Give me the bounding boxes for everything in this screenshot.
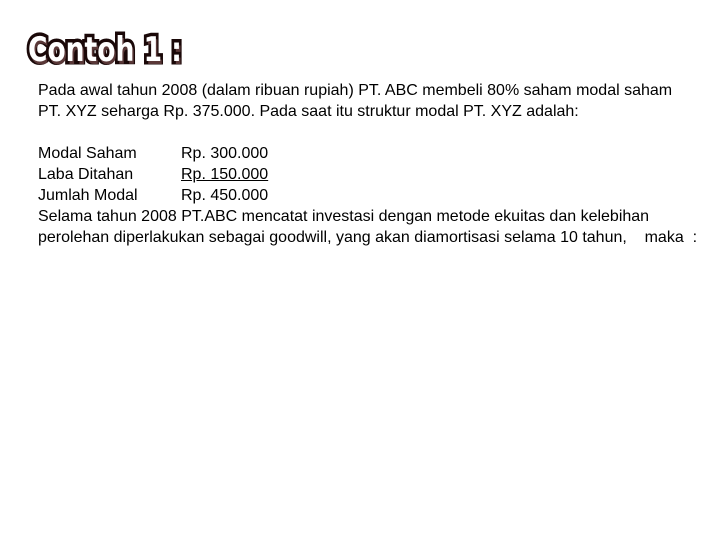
capital-label: Jumlah Modal: [38, 187, 138, 204]
capital-label: Modal Saham: [38, 145, 137, 162]
slide-title: Contoh 1 :: [28, 30, 182, 70]
capital-value: Rp. 300.000: [181, 145, 269, 162]
capital-label: Laba Ditahan: [38, 166, 134, 183]
capital-value: Rp. 450.000: [181, 187, 269, 204]
closing-paragraph: Selama tahun 2008 PT.ABC mencatat investasi dengan metode ekuitas dan kelebihan perolehan diperlakukan sebagai goodwill, yang akan diamortisasi selama 10 tahun, maka :: [38, 208, 698, 246]
spacer: [38, 122, 708, 143]
body-text: [38, 80, 708, 248]
capital-row-laba-ditahan: [38, 164, 708, 185]
capital-value: Rp. 150.000: [181, 166, 269, 183]
intro-paragraph: Pada awal tahun 2008 (dalam ribuan rupiah) PT. ABC membeli 80% saham modal saham PT. XYZ seharga Rp. 375.000. Pada saat itu struktur modal PT. XYZ adalah:: [38, 82, 686, 120]
capital-row-jumlah-modal: [38, 185, 708, 206]
capital-row-modal-saham: [38, 143, 708, 164]
